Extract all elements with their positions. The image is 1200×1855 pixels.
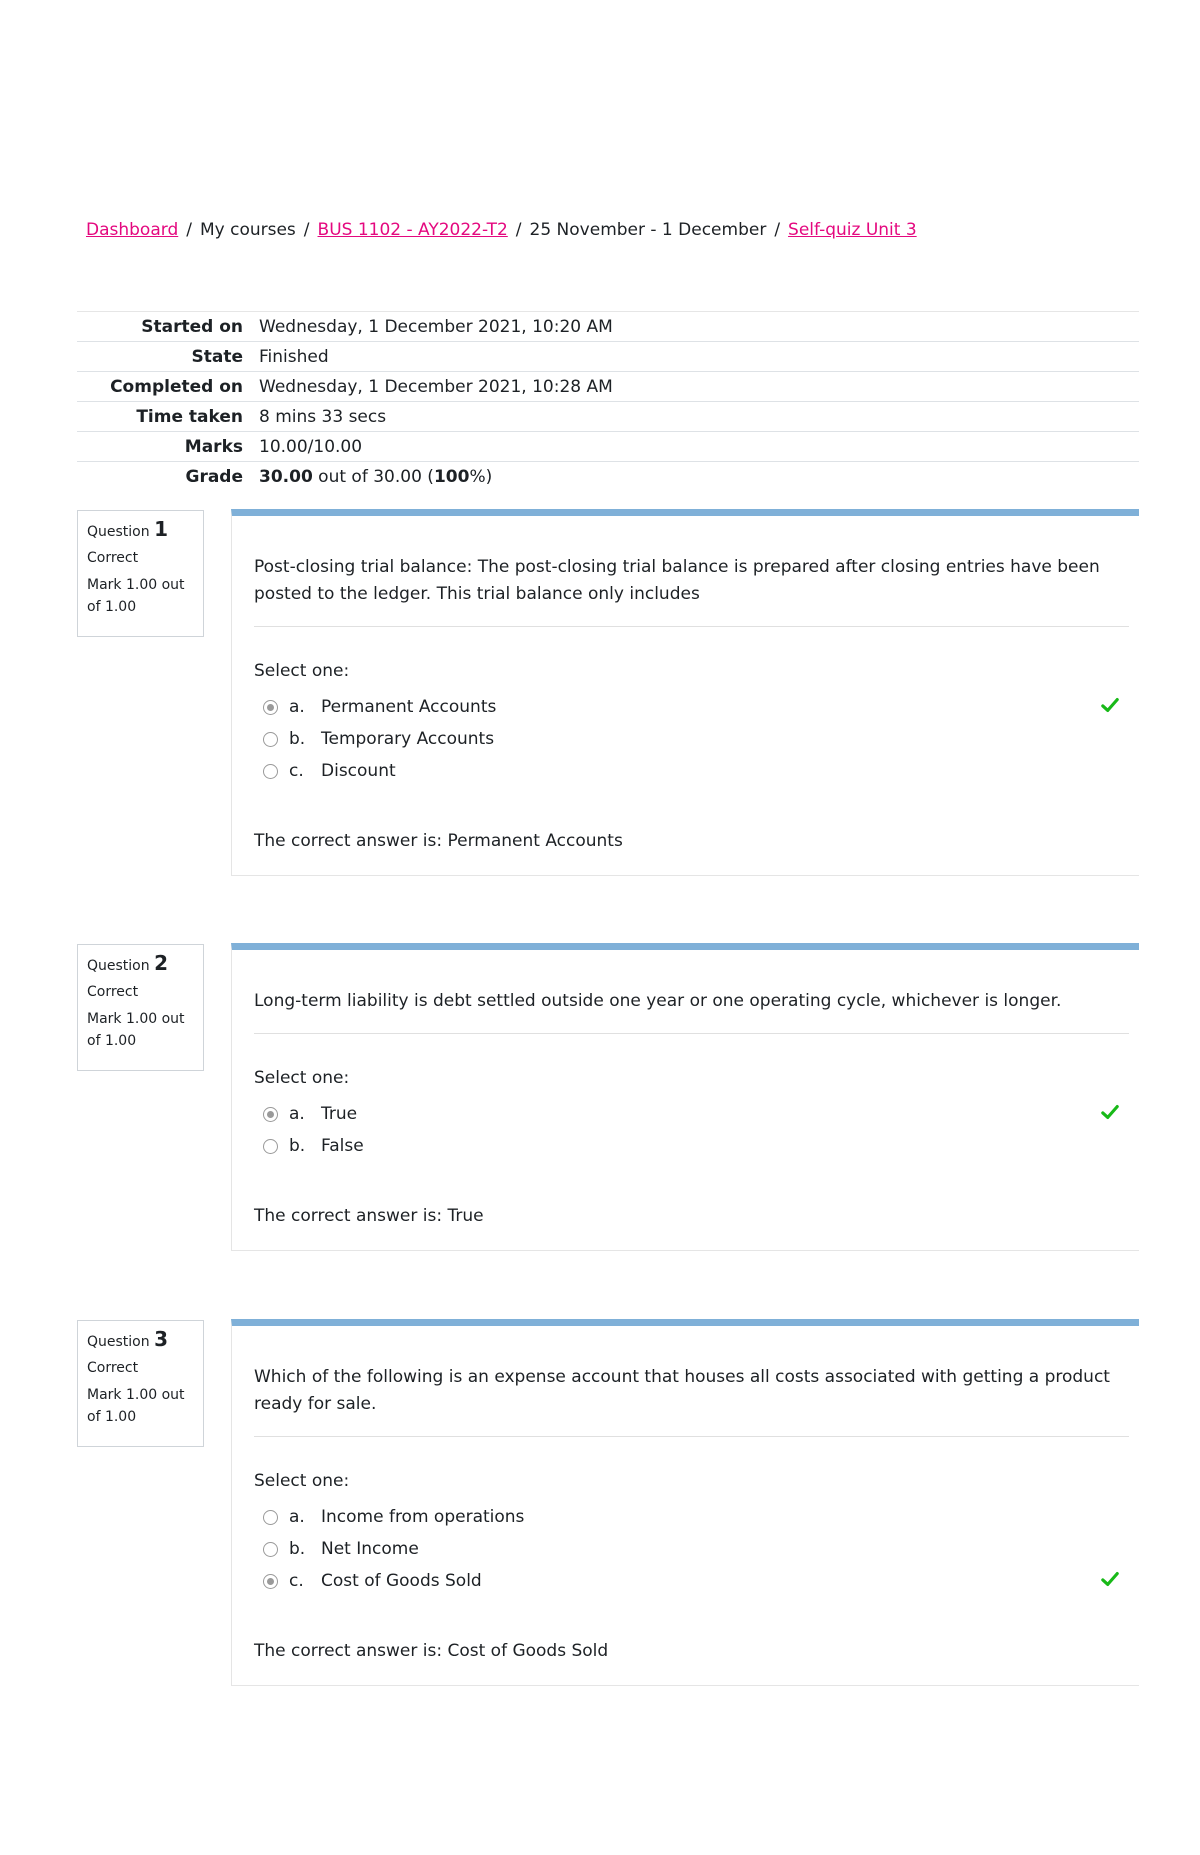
question-text: Which of the following is an expense account that houses all costs associated with getting a product ready for sale. [254, 1367, 1110, 1414]
summary-row-state [77, 342, 1139, 372]
question-number: 1 [154, 517, 168, 541]
grade-percent: 100 [433, 466, 470, 487]
correct-answer-feedback: The correct answer is: Permanent Accounts [254, 831, 623, 851]
option-letter: a. [289, 1507, 305, 1527]
question-content-3 [231, 1319, 1139, 1686]
radio-button[interactable] [263, 732, 278, 747]
attempt-summary-table [77, 311, 1139, 492]
correct-check-icon [1101, 1570, 1119, 1588]
radio-button[interactable] [263, 764, 278, 779]
question-info-1 [77, 510, 204, 637]
summary-row-time-taken [77, 402, 1139, 432]
question-state: Correct [87, 1360, 139, 1376]
answer-option[interactable] [263, 1130, 1117, 1162]
summary-row-completed [77, 372, 1139, 402]
select-one-prompt: Select one: [254, 1471, 350, 1491]
question-content-2 [231, 943, 1139, 1251]
answer-option[interactable] [263, 1501, 1117, 1533]
correct-check-icon [1101, 696, 1119, 714]
answer-options [232, 1493, 1139, 1597]
radio-button-checked[interactable] [263, 1107, 278, 1122]
summary-label: Completed on [110, 376, 243, 397]
option-letter: a. [289, 1104, 305, 1124]
option-letter: b. [289, 729, 306, 749]
breadcrumb-my-courses: My courses [199, 220, 296, 240]
correct-check-icon [1101, 1103, 1119, 1121]
option-letter: b. [289, 1539, 306, 1559]
option-letter: a. [289, 697, 305, 717]
radio-button-checked[interactable] [263, 1574, 278, 1589]
summary-label: State [191, 346, 243, 367]
option-text: Discount [321, 761, 396, 781]
select-one-prompt: Select one: [254, 661, 350, 681]
option-text: True [321, 1104, 358, 1124]
answer-options [232, 683, 1139, 787]
option-text: Cost of Goods Sold [321, 1571, 482, 1591]
radio-button[interactable] [263, 1542, 278, 1557]
answer-options [232, 1090, 1139, 1162]
question-state: Correct [87, 550, 139, 566]
grade-tail: %) [469, 466, 493, 487]
option-text: Net Income [321, 1539, 419, 1559]
select-one-prompt: Select one: [254, 1068, 350, 1088]
summary-label: Time taken [136, 406, 243, 427]
breadcrumb-dashboard-link[interactable]: Dashboard [86, 220, 179, 240]
summary-value: Wednesday, 1 December 2021, 10:28 AM [259, 376, 613, 397]
summary-label: Marks [184, 436, 243, 457]
breadcrumb-separator: / [774, 220, 781, 240]
answer-option[interactable] [263, 755, 1117, 787]
grade-out-of: out of 30.00 ( [312, 466, 434, 487]
breadcrumb-quiz-link[interactable]: Self-quiz Unit 3 [788, 220, 917, 240]
answer-option[interactable] [263, 691, 1117, 723]
summary-row-grade [77, 462, 1139, 492]
option-text: False [321, 1136, 364, 1156]
summary-row-started [77, 312, 1139, 342]
radio-button[interactable] [263, 1139, 278, 1154]
summary-value: Finished [259, 346, 329, 367]
question-text: Long-term liability is debt settled outside one year or one operating cycle, whichever is longer. [254, 991, 1062, 1011]
option-text: Income from operations [321, 1507, 525, 1527]
question-number: 2 [154, 951, 168, 975]
breadcrumb-week: 25 November - 1 December [529, 220, 767, 240]
option-letter: c. [289, 761, 304, 781]
question-content-1 [231, 509, 1139, 876]
summary-label: Grade [185, 466, 243, 487]
option-text: Permanent Accounts [321, 697, 497, 717]
summary-label: Started on [141, 316, 243, 337]
summary-value: Wednesday, 1 December 2021, 10:20 AM [259, 316, 613, 337]
answer-option[interactable] [263, 1533, 1117, 1565]
answer-option[interactable] [263, 1098, 1117, 1130]
option-letter: b. [289, 1136, 306, 1156]
option-letter: c. [289, 1571, 304, 1591]
question-label: Question [87, 1334, 150, 1350]
answer-option[interactable] [263, 723, 1117, 755]
question-grade: Mark 1.00 out of 1.00 [87, 577, 185, 615]
question-label: Question [87, 524, 150, 540]
breadcrumb [86, 218, 917, 242]
question-state: Correct [87, 984, 139, 1000]
radio-button[interactable] [263, 1510, 278, 1525]
question-number: 3 [154, 1327, 168, 1351]
answer-option[interactable] [263, 1565, 1117, 1597]
question-text: Post-closing trial balance: The post-closing trial balance is prepared after closing entries have been posted to the ledger. This trial balance only includes [254, 557, 1100, 604]
question-info-2 [77, 944, 204, 1071]
option-text: Temporary Accounts [321, 729, 495, 749]
question-info-3 [77, 1320, 204, 1447]
question-grade: Mark 1.00 out of 1.00 [87, 1387, 185, 1425]
question-label: Question [87, 958, 150, 974]
breadcrumb-separator: / [515, 220, 522, 240]
correct-answer-feedback: The correct answer is: Cost of Goods Sold [254, 1641, 609, 1661]
summary-value [259, 462, 1139, 492]
breadcrumb-separator: / [303, 220, 310, 240]
radio-button-checked[interactable] [263, 700, 278, 715]
breadcrumb-course-link[interactable]: BUS 1102 - AY2022-T2 [317, 220, 508, 240]
correct-answer-feedback: The correct answer is: True [254, 1206, 484, 1226]
summary-row-marks [77, 432, 1139, 462]
question-grade: Mark 1.00 out of 1.00 [87, 1011, 185, 1049]
summary-value: 8 mins 33 secs [259, 406, 387, 427]
summary-value: 10.00/10.00 [259, 436, 363, 457]
breadcrumb-separator: / [186, 220, 192, 240]
grade-score: 30.00 [259, 466, 313, 487]
